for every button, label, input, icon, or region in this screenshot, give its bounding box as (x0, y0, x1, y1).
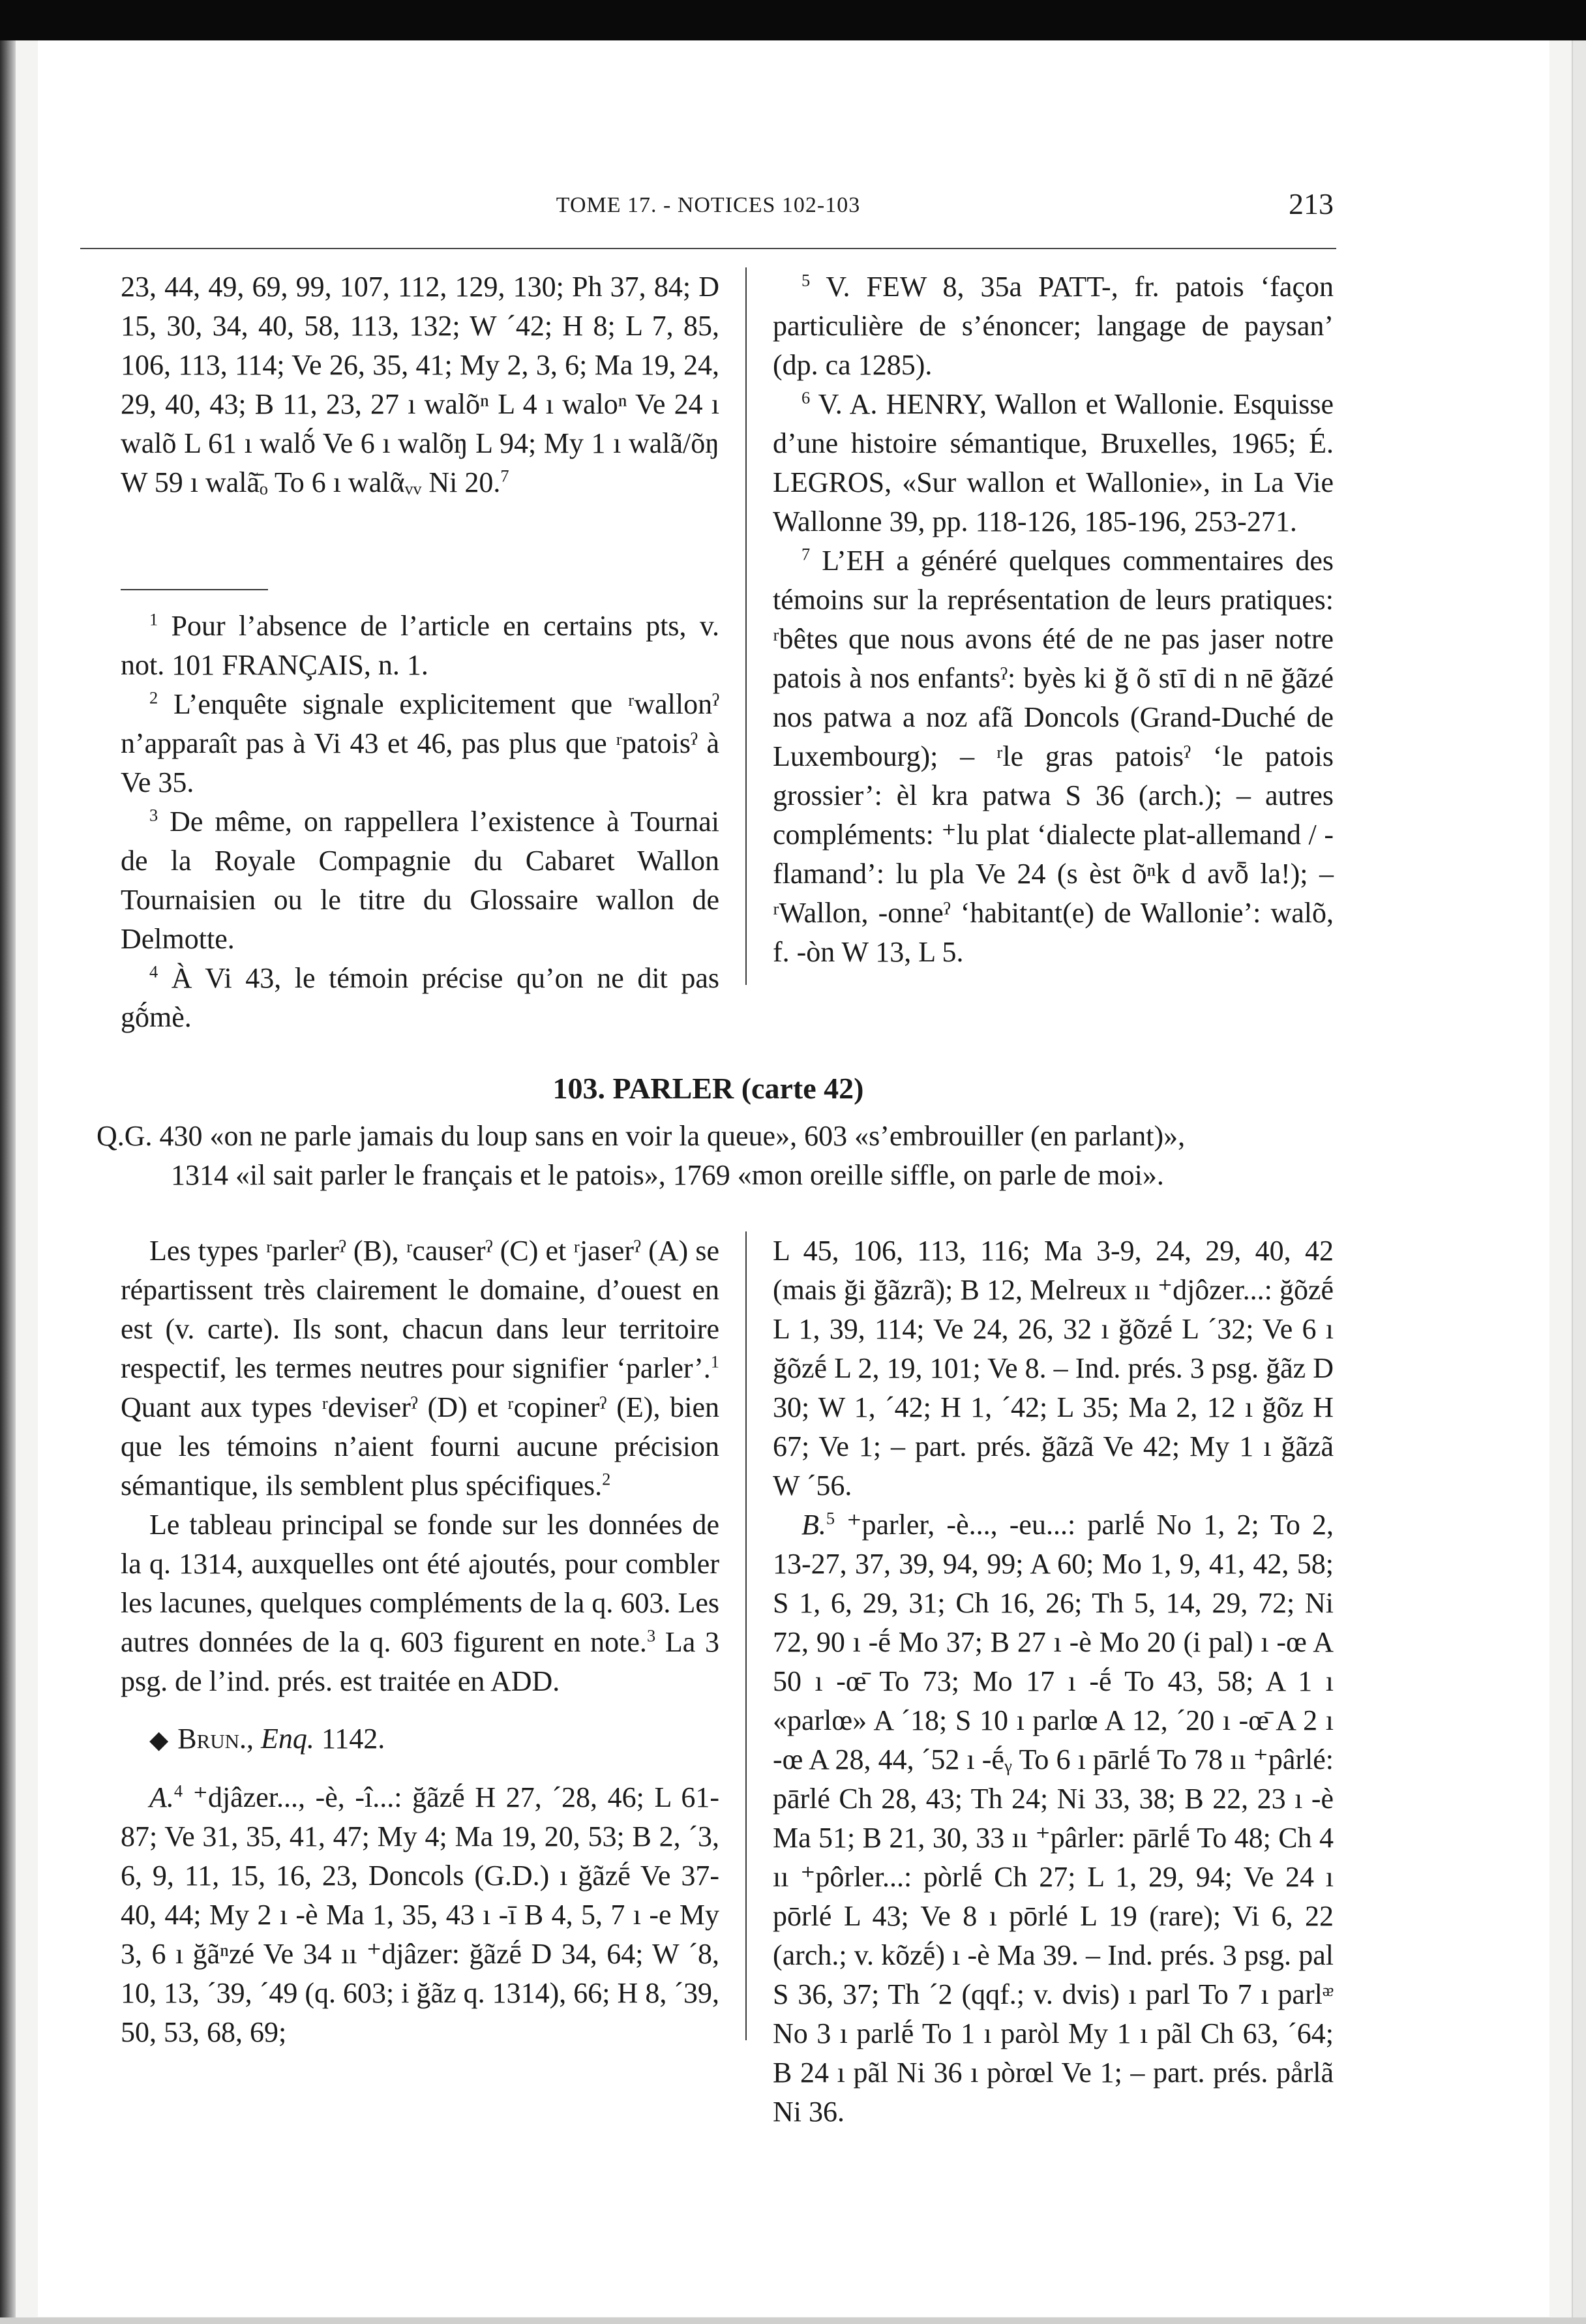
paragraph-types: Les types ʳparlerˀ (B), ʳcauserˀ (C) et ʳjaserˀ (A) se répartissent très clairement le domaine, d’ouest en est (v. carte). Ils sont, chacun dans leur territoire respectif, les termes neutres pour signifier ‘parler’.$^1$ Quant aux types ʳdeviserˀ (D) et ʳcopinerˀ (E), bien que les témoins n’aient fourni aucune précision sémantique, ils semblent plus spécifiques.$^2$ (121, 1235, 719, 1502)
diamond-bullet-icon: ◆ (149, 1727, 169, 1754)
footnote-5: $^5$ V. FEW 8, 35a PATT-, fr. patois ‘façon particulière de s’énoncer; langage de paysan’ (dp. ca 1285). (773, 270, 1334, 381)
body-left-column (121, 1231, 719, 2052)
column-divider-bottom (745, 1231, 747, 2040)
paragraph-table: Le tableau principal se fonde sur les données de la q. 1314, auxquelles ont été ajoutés, pour combler les lacunes, quelques compléments de la q. 603. Les autres données de la q. 603 figurent en note.$^3$ La 3 psg. de l’ind. prés. est traitée en ADD. (121, 1509, 720, 1697)
footnote-1: $^1$ Pour l’absence de l’article en certains pts, v. not. 101 FRANÇAIS, n. 1. (121, 609, 719, 681)
scan-top-border (0, 0, 1586, 40)
qg-line-1: Q.G. 430 «on ne parle jamais du loup sans en voir la queue», 603 «s’embrouiller (en parlant)», (97, 1120, 1186, 1152)
section-title: 103. PARLER (carte 42) (552, 1072, 864, 1105)
footnote-7: $^7$ L’EH a généré quelques commentaires des témoins sur la représentation de leurs pratiques: ʳbêtes que nous avons été de ne pas jaser notre patois à nos enfantsˀ: byès ki ğ õ stī di n nē ğãzé nos patwa a noz afã Doncols (Grand-Duché de Luxembourg); – ʳle gras patoisˀ ‘le patois grossier’: èl kra patwa S 36 (arch.); – autres compléments: ⁺lu plat ‘dialecte plat-allemand / -flamand’: lu pla Ve 24 (s èst õⁿk d avȭ la!); – ʳWallon, -onneˀ ‘habitant(e) de Wallonie’: walõ, f. -òn W 13, L 5. (773, 544, 1334, 968)
scan-left-edge (0, 40, 16, 2324)
footnote-6: $^6$ V. A. HENRY, Wallon et Wallonie. Esquisse d’une histoire sémantique, Bruxelles, 1965; É. LEGROS, «Sur wallon et Wallonie», in La Vie Wallonne 39, pp. 118-126, 185-196, 253-271. (773, 387, 1334, 537)
footnotes-left (121, 607, 719, 1037)
paragraph-type-a: A.$^4$ ⁺djâzer..., -è, -î...: ğãzḗ H 27, ´28, 46; L 61-87; Ve 31, 35, 41, 47; My 4; Ma 19, 20, 53; B 2, ´3, 6, 9, 11, 15, 16, 23, Doncols (G.D.) ı ğãzḗ Ve 37-40, 44; My 2 ı -è Ma 1, 35, 43 ı -ī B 4, 5, 7 ı -e My 3, 6 ı ğãⁿzé Ve 34 ıı ⁺djâzer: ğãzḗ D 34, 64; W ´8, 10, 13, ´39, ´49 (q. 603; i ğãz q. 1314), 66; H 8, ´39, 50, 53, 68, 69; (121, 1781, 719, 2048)
paragraph-type-b: B.$^5$ ⁺parler, -è..., -eu...: parlḗ No 1, 2; To 2, 13-27, 37, 39, 94, 99; A 60; Mo 1, 9, 41, 42, 58; S 1, 6, 29, 31; Ch 16, 26; Th 5, 14, 29, 72; Ni 72, 90 ı -ḗ Mo 37; B 27 ı -è Mo 20 (i pal) ı -œ A 50 ı -œ̄ To 73; Mo 17 ı -ḗ To 43, 58; A 1 ı «parlœ» A ´18; S 10 ı parlœ A 12, ´20 ı -œ̄ A 2 ı -œ A 28, 44, ´52 ı -ḗᵧ To 6 ı pārlḗ To 78 ıı ⁺pârlé: pārlé Ch 28, 43; Th 24; Ni 33, 38; B 22, 23 ı -è Ma 51; B 21, 30, 33 ıı ⁺pârler: pārlḗ To 48; Ch 4 ıı ⁺pôrler...: pòrlḗ Ch 27; L 1, 29, 94; Ve 24 ı pōrlé L 43; Ve 8 ı pōrlé L 19 (rare); Vi 6, 22 (arch.; v. kõzḗ) ı -è Ma 39. – Ind. prés. 3 psg. pal S 36, 37; Th ´2 (qqf.; v. dvis) ı parl To 7 ı parlᵆ No 3 ı parlḗ To 1 ı paròl My 1 ı pãl Ch 63, ´64; B 24 ı pãl Ni 36 ı pòrœl Ve 1; – part. prés. pårlã Ni 36. (773, 1508, 1334, 2128)
running-title: TOME 17. - NOTICES 102-103 (556, 193, 861, 217)
column-divider-top (745, 267, 747, 985)
scan-right-edge (1572, 40, 1586, 2324)
footnote-3: $^3$ De même, on rappellera l’existence à Tournai de la Royale Compagnie du Cabaret Wallon Tournaisien ou le titre du Glossaire wallon de Delmotte. (121, 805, 720, 955)
page-number: 213 (1289, 187, 1334, 220)
paragraph-djozer: L 45, 106, 113, 116; Ma 3-9, 24, 29, 40, 42 (mais ği ğãzrã); B 12, Melreux ıı ⁺djôzer...: ğõzḗ L 1, 39, 114; Ve 24, 26, 32 ı ğõzḗ L ´32; Ve 6 ı ğõzḗ L 2, 19, 101; Ve 8. – Ind. prés. 3 psg. ğãz D 30; W 1, ´42; H 1, ´42; L 35; Ma 2, 12 ı ğõz H 67; Ve 1; – part. prés. ğãzã Ve 42; My 1 ı ğãzã W ´56. (773, 1235, 1334, 1502)
footnote-4: $^4$ À Vi 43, le témoin précise qu’on ne dit pas gṍmè. (121, 961, 719, 1033)
questionnaire-references (97, 1117, 1336, 1195)
bibliographic-reference: ◆ Brun., Enq. 1142. (149, 1723, 385, 1755)
body-right-column (773, 1231, 1334, 2132)
running-header (80, 189, 1336, 249)
footnote-rule (121, 589, 268, 590)
entries-continuation: 23, 44, 49, 69, 99, 107, 112, 129, 130; Ph 37, 84; D 15, 30, 34, 40, 58, 113, 132; W ´42; H 8; L 7, 85, 106, 113, 114; Ve 26, 35, 41; My 2, 3, 6; Ma 19, 24, 29, 40, 43; B 11, 23, 27 ı walõⁿ L 4 ı waloⁿ Ve 24 ı walõ L 61 ı walṍ Ve 6 ı walõŋ L 94; My 1 ı walã/õŋ W 59 ı walã̄ₒ To 6 ı walᾶᵥᵥ Ni 20.$^7$ (121, 271, 719, 498)
qg-line-2: 1314 «il sait parler le français et le patois», 1769 «mon oreille siffle, on parle de moi». (171, 1159, 1164, 1191)
scan-bottom-edge (0, 2317, 1586, 2324)
footnote-2: $^2$ L’enquête signale explicitement que ʳwallonˀ n’apparaît pas à Vi 43 et 46, pas plus que ʳpatoisˀ à Ve 35. (121, 687, 720, 798)
footnotes-right (773, 267, 1334, 972)
note-ref: 7 (500, 466, 509, 486)
top-left-column (121, 267, 719, 502)
